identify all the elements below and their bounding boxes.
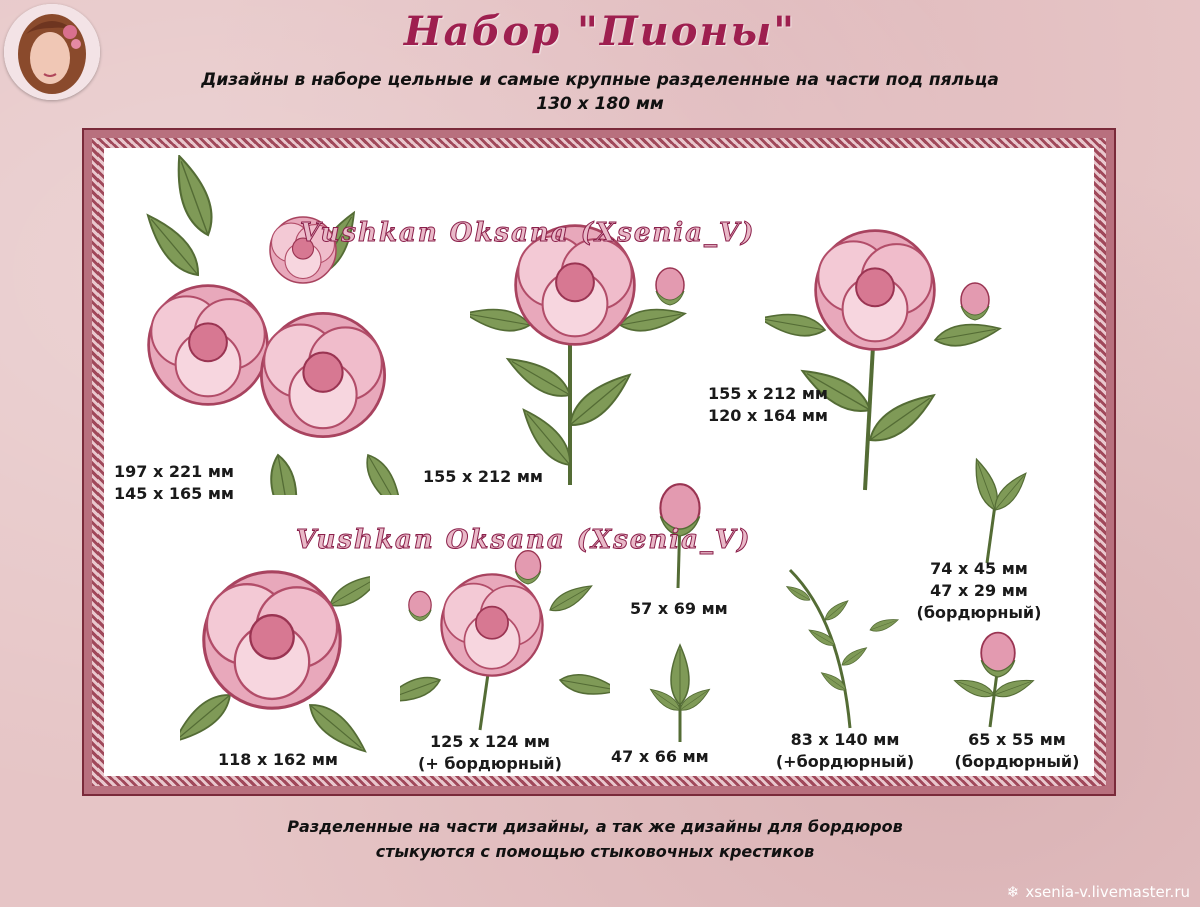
design-size-label-3: 155 x 212 мм 120 x 164 мм	[708, 384, 828, 425]
design-size-label-5: 74 x 45 мм 47 x 29 мм (бордюрный)	[916, 559, 1042, 622]
site-credit	[1007, 883, 1190, 901]
design-size-label-8: 47 x 66 мм	[611, 747, 709, 766]
fern-branch-image	[770, 560, 900, 730]
peony-bouquet-large-image	[118, 155, 438, 495]
bud-with-leaves-image	[950, 625, 1045, 730]
watermark-middle: Vushkan Oksana (Xsenia_V)	[296, 525, 752, 555]
footer-line-2: стыкуются с помощью стыковочных крестиков	[375, 842, 815, 861]
subtitle-line-2: 130 x 180 мм	[536, 94, 664, 114]
design-size-label-6: 118 x 162 мм	[218, 750, 338, 769]
design-size-label-9: 83 x 140 мм (+бордюрный)	[775, 730, 915, 771]
peony-open-image	[180, 545, 370, 755]
design-size-label-4: 57 x 69 мм	[630, 599, 728, 618]
watermark-top: Vushkan Oksana (Xsenia_V)	[300, 218, 756, 248]
peony-stem-right-image	[765, 180, 1005, 500]
design-size-label-10: 65 x 55 мм (бордюрный)	[954, 730, 1080, 771]
footer-line-1: Разделенные на части дизайны, а так же дизайны для бордюров	[287, 817, 903, 836]
site-url: xsenia-v.livemaster.ru	[1025, 883, 1190, 901]
single-leaf-image	[640, 640, 720, 745]
subtitle-line-1: Дизайны в наборе цельные и самые крупные разделенные на части под пяльца	[201, 70, 999, 90]
peony-with-buds-image	[400, 550, 610, 735]
design-size-label-2: 155 x 212 мм	[423, 467, 543, 486]
design-size-label-7: 125 x 124 мм (+ бордюрный)	[418, 732, 562, 773]
leaf-sprig-image	[965, 455, 1045, 565]
page-title: Набор "Пионы"	[403, 8, 797, 55]
design-size-label-1: 197 x 221 мм 145 x 165 мм	[114, 462, 234, 503]
snowflake-icon: ❄	[1006, 883, 1020, 901]
